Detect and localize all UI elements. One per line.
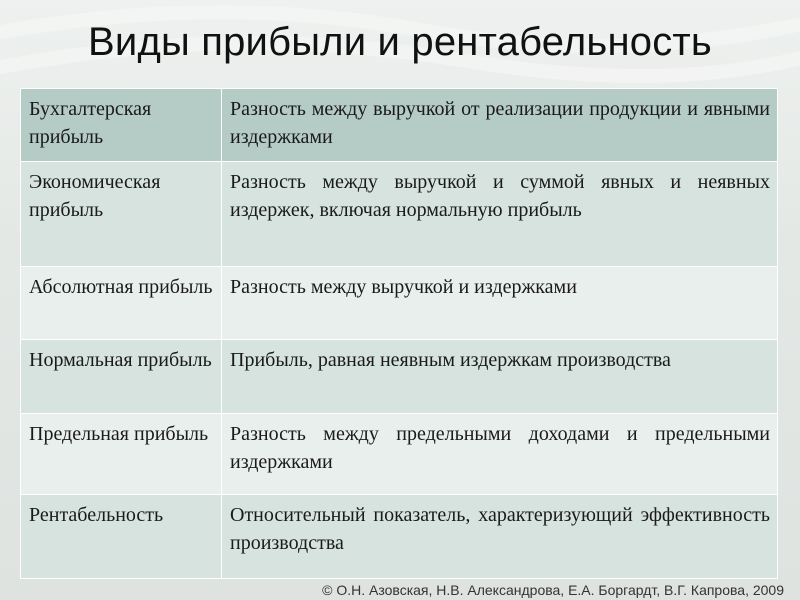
copyright-footer: © О.Н. Азовская, Н.В. Александрова, Е.А. Боргардт, В.Г. Капрова, 2009	[322, 582, 784, 598]
term-cell: Рентабельность	[21, 495, 222, 579]
definition-cell: Разность между предельными доходами и предельными издержками	[222, 414, 778, 495]
table-row	[21, 162, 778, 267]
definition-cell: Разность между выручкой и суммой явных и неявных издержек, включая нормальную прибыль	[222, 162, 778, 267]
profit-types-table	[20, 88, 778, 579]
term-cell: Абсолютная прибыль	[21, 267, 222, 340]
slide-title: Виды прибыли и рентабельность	[88, 20, 712, 64]
table-row	[21, 495, 778, 579]
profit-types-table-container	[20, 88, 778, 578]
definition-cell: Прибыль, равная неявным издержкам производства	[222, 340, 778, 414]
definition-cell: Относительный показатель, характеризующий эффективность производства	[222, 495, 778, 579]
table-row	[21, 89, 778, 162]
table-row	[21, 340, 778, 414]
table-row	[21, 267, 778, 340]
term-cell: Бухгалтерская прибыль	[21, 89, 222, 162]
definition-cell: Разность между выручкой от реализации продукции и явными издержками	[222, 89, 778, 162]
definition-cell: Разность между выручкой и издержками	[222, 267, 778, 340]
term-cell: Предельная прибыль	[21, 414, 222, 495]
table-row	[21, 414, 778, 495]
term-cell: Нормальная прибыль	[21, 340, 222, 414]
term-cell: Экономическая прибыль	[21, 162, 222, 267]
